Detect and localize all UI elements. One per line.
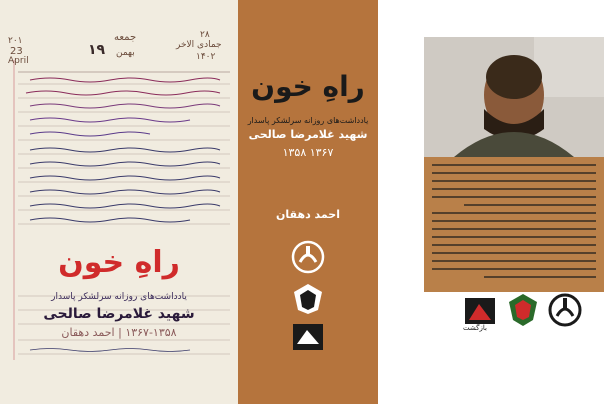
spine-subtitle: یادداشت‌های روزانه سرلشکر پاسدار [247, 116, 369, 125]
year-gregorian: ۲۰۱ [8, 36, 23, 46]
brand-name: بازگشت [463, 324, 487, 332]
month-arabic: جمادی الاخر [176, 40, 222, 50]
back-cover [424, 37, 604, 292]
publisher-logo-icon [288, 240, 328, 274]
publisher-logo-icon [547, 292, 583, 328]
portrait-icon [424, 37, 604, 157]
front-subtitle: یادداشت‌های روزانه سرلشکر پاسدار [51, 292, 187, 302]
front-title: راهِ خون [58, 245, 180, 280]
brand-logo-icon [463, 292, 499, 328]
emblem-icon [290, 282, 326, 316]
date-header [4, 28, 234, 66]
year-persian: ۱۴۰۲ [196, 52, 216, 62]
front-martyr-name: شهید غلامرضا صالحی [43, 306, 195, 322]
spine-title: راهِ خون [251, 70, 365, 103]
month-gregorian: April [8, 56, 29, 66]
month-persian: بهمن [116, 48, 135, 58]
weekday: جمعه [114, 32, 137, 43]
day-arabic: ۲۸ [200, 30, 210, 40]
spine-years: ۱۳۵۸ ۱۳۶۷ [282, 146, 334, 159]
publisher-logos [463, 290, 583, 330]
spine-martyr-name: شهید غلامرضا صالحی [248, 128, 368, 141]
spine-author: احمد دهقان [276, 208, 340, 221]
day-persian: ۱۹ [88, 42, 106, 58]
back-text-lines [424, 157, 604, 292]
brand-logo-icon [291, 322, 325, 352]
portrait-photo [424, 37, 604, 157]
book-spine [238, 0, 378, 404]
front-years-author: ۱۳۶۷-۱۳۵۸ | احمد دهقان [61, 326, 177, 339]
emblem-icon [505, 292, 541, 328]
front-cover [0, 0, 238, 404]
day-gregorian: 23 [10, 46, 23, 57]
